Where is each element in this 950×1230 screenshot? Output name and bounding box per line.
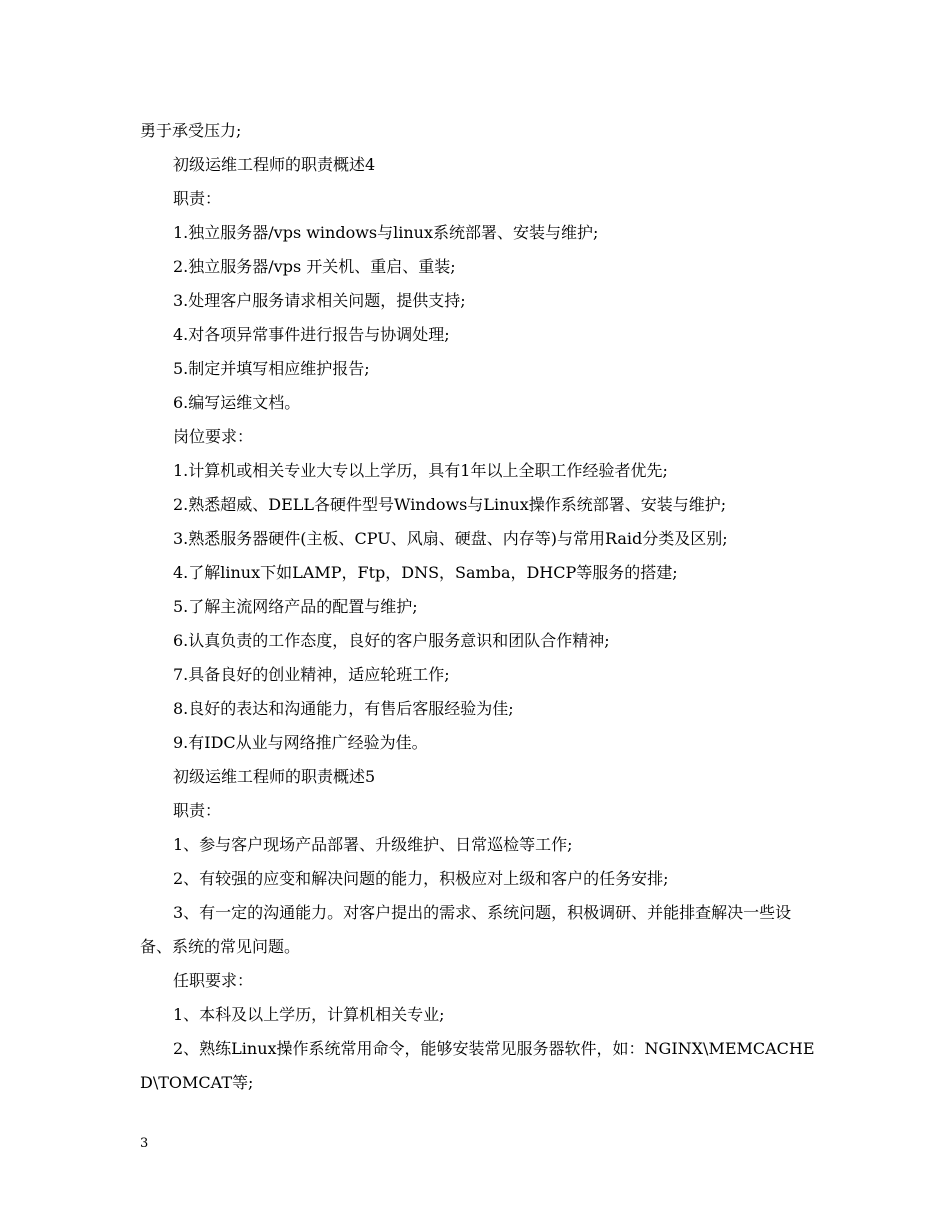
section-heading-5: 初级运维工程师的职责概述5 xyxy=(173,767,376,786)
list-item: 1、本科及以上学历，计算机相关专业; xyxy=(173,1005,445,1024)
list-item: 1、参与客户现场产品部署、升级维护、日常巡检等工作; xyxy=(173,835,573,854)
text-line: 勇于承受压力; xyxy=(140,121,242,140)
list-item: 2、有较强的应变和解决问题的能力，积极应对上级和客户的任务安排; xyxy=(173,869,669,888)
duties-heading: 职责： xyxy=(173,801,222,820)
list-item: 3.熟悉服务器硬件(主板、CPU、风扇、硬盘、内存等)与常用Raid分类及区别; xyxy=(173,529,728,548)
list-item: 6.认真负责的工作态度，良好的客户服务意识和团队合作精神; xyxy=(173,631,610,650)
list-item: 1.计算机或相关专业大专以上学历，具有1年以上全职工作经验者优先; xyxy=(173,461,668,480)
list-item: 5.制定并填写相应维护报告; xyxy=(173,359,370,378)
list-item: 2.熟悉超威、DELL各硬件型号Windows与Linux操作系统部署、安装与维护; xyxy=(173,495,727,514)
list-item: 6.编写运维文档。 xyxy=(173,393,301,412)
wrapped-list-item: 2、熟练Linux操作系统常用命令，能够安装常见服务器软件，如：NGINX\MEMCACHED\TOMCAT等; xyxy=(140,1039,815,1092)
list-item: 2.独立服务器/vps 开关机、重启、重装; xyxy=(173,257,456,276)
list-item: 4.对各项异常事件进行报告与协调处理; xyxy=(173,325,450,344)
list-item: 4.了解linux下如LAMP，Ftp，DNS，Samba，DHCP等服务的搭建; xyxy=(173,563,678,582)
list-item: 9.有IDC从业与网络推广经验为佳。 xyxy=(173,733,428,752)
requirements-heading: 岗位要求： xyxy=(173,427,254,446)
wrapped-list-item: 3、有一定的沟通能力。对客户提出的需求、系统问题，积极调研、并能排查解决一些设备、系统的常见问题。 xyxy=(140,903,792,956)
page-number: 3 xyxy=(140,1136,149,1151)
list-item: 3.处理客户服务请求相关问题，提供支持; xyxy=(173,291,466,310)
document-body xyxy=(140,114,820,1100)
list-item: 7.具备良好的创业精神，适应轮班工作; xyxy=(173,665,450,684)
duties-heading: 职责： xyxy=(173,189,222,208)
list-item: 1.独立服务器/vps windows与linux系统部署、安装与维护; xyxy=(173,223,599,242)
section-heading-4: 初级运维工程师的职责概述4 xyxy=(173,155,376,174)
list-item: 8.良好的表达和沟通能力，有售后客服经验为佳; xyxy=(173,699,514,718)
list-item: 5.了解主流网络产品的配置与维护; xyxy=(173,597,418,616)
requirements-heading: 任职要求： xyxy=(173,971,254,990)
